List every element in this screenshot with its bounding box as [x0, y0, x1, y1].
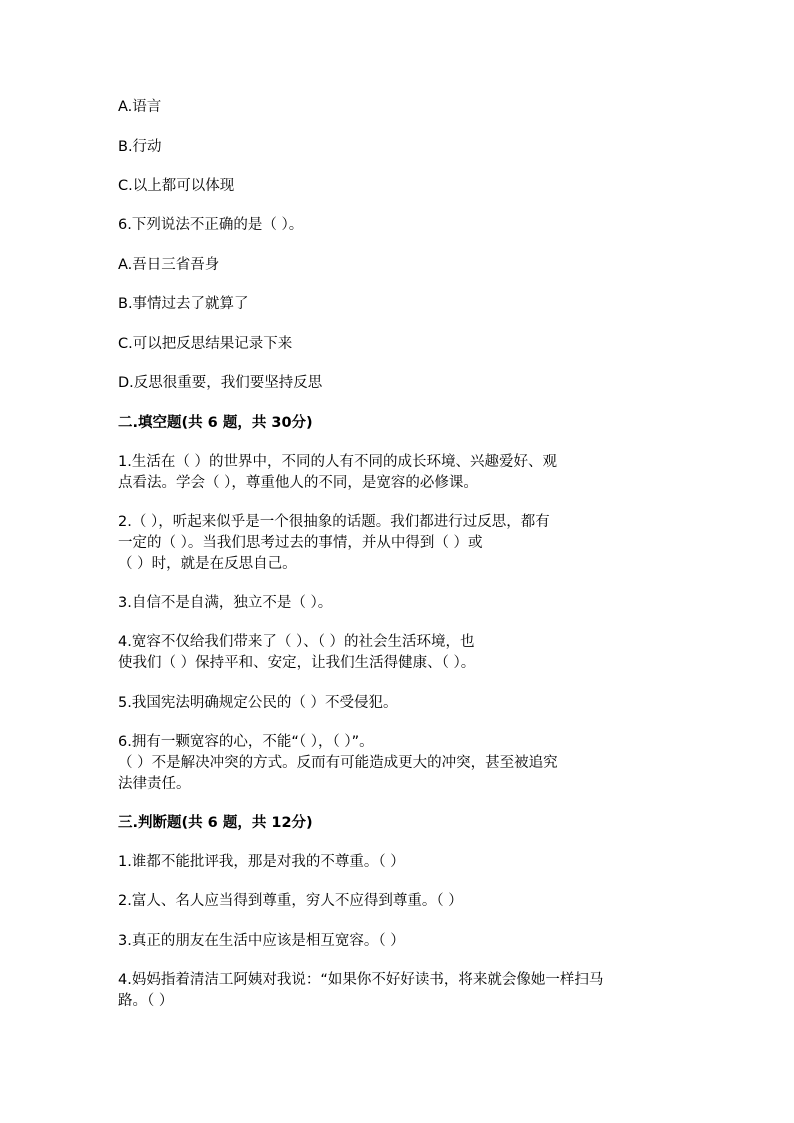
fill-q4-line2: 使我们（ ）保持平和、安定，让我们生活得健康、（ ）。	[118, 655, 476, 671]
fill-q1-line2: 点看法。学会（ ），尊重他人的不同，是宽容的必修课。	[118, 475, 478, 491]
fill-q6-line1: 6.拥有一颗宽容的心，不能“（ ），（ ）”。	[118, 734, 374, 750]
q6-option-a: A.吾日三省吾身	[118, 257, 220, 273]
tf-q2: 2.富人、名人应当得到尊重，穷人不应得到尊重。（ ）	[118, 893, 463, 909]
option-a: A.语言	[118, 99, 162, 115]
fill-q4-line1: 4.宽容不仅给我们带来了（ ）、（ ）的社会生活环境，也	[118, 634, 475, 650]
fill-q5: 5.我国宪法明确规定公民的（ ）不受侵犯。	[118, 695, 398, 711]
tf-q1: 1.谁都不能批评我，那是对我的不尊重。（ ）	[118, 854, 405, 870]
q6-option-d: D.反思很重要，我们要坚持反思	[118, 375, 323, 391]
question-6-stem: 6.下列说法不正确的是（ ）。	[118, 217, 304, 233]
option-b: B.行动	[118, 139, 162, 155]
fill-q2-line3: （ ）时，就是在反思自己。	[118, 556, 297, 572]
tf-q3: 3.真正的朋友在生活中应该是相互宽容。（ ）	[118, 933, 405, 949]
option-c: C.以上都可以体现	[118, 178, 235, 194]
fill-q3: 3.自信不是自满，独立不是（ ）。	[118, 595, 333, 611]
section-heading-true-false: 三.判断题(共 6 题，共 12分)	[118, 815, 313, 831]
fill-q2-line2: 一定的（ ）。当我们思考过去的事情，并从中得到（ ）或	[118, 535, 483, 551]
fill-q2-line1: 2.（ ），听起来似乎是一个很抽象的话题。我们都进行过反思，都有	[118, 514, 550, 530]
fill-q6-line2: （ ）不是解决冲突的方式。反而有可能造成更大的冲突，甚至被追究	[118, 755, 558, 771]
fill-q6-line3: 法律责任。	[118, 776, 191, 792]
fill-q1-line1: 1.生活在（ ）的世界中，不同的人有不同的成长环境、兴趣爱好、观	[118, 454, 557, 470]
tf-q4-line2: 路。（ ）	[118, 993, 174, 1009]
q6-option-b: B.事情过去了就算了	[118, 296, 249, 312]
q6-option-c: C.可以把反思结果记录下来	[118, 336, 293, 352]
section-heading-fill-in: 二.填空题(共 6 题，共 30分)	[118, 415, 313, 431]
tf-q4-line1: 4.妈妈指着清洁工阿姨对我说：“如果你不好好读书，将来就会像她一样扫马	[118, 972, 604, 988]
